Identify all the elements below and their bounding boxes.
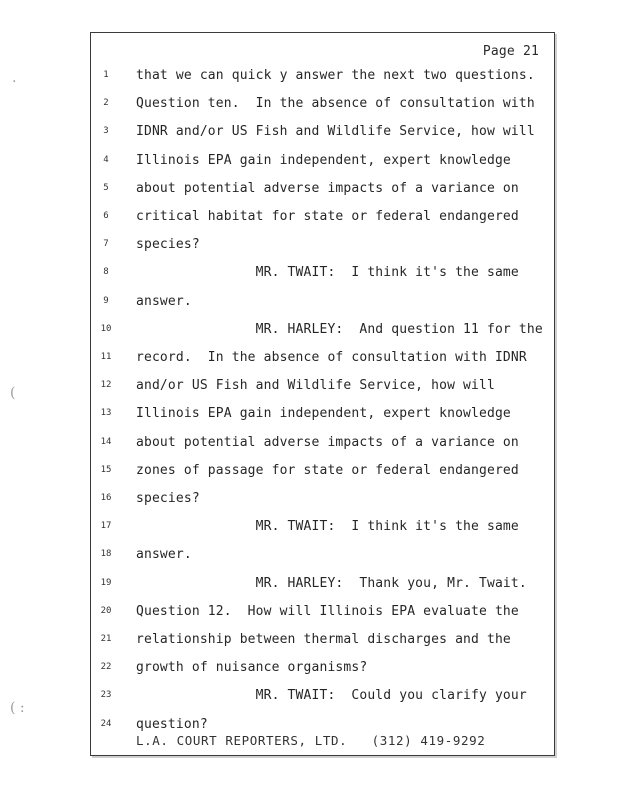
- transcript-line: Question ten. In the absence of consultation with: [136, 96, 535, 112]
- line-number: 1: [103, 70, 109, 80]
- line-number: 7: [103, 239, 109, 250]
- transcript-line: MR. HARLEY: And question 11 for the: [136, 321, 543, 337]
- line-number: 3: [103, 126, 109, 137]
- transcript-line: species?: [136, 491, 200, 506]
- transcript-line: MR. HARLEY: Thank you, Mr. Twait.: [136, 575, 527, 591]
- line-number: 5: [103, 182, 109, 193]
- line-number: 12: [100, 380, 112, 391]
- transcript-line: that we can quick y answer the next two questions.: [136, 68, 535, 83]
- line-number: 9: [103, 295, 109, 306]
- transcript-line: critical habitat for state or federal endangered: [136, 209, 519, 224]
- line-number: 8: [103, 267, 109, 278]
- line-number: 11: [100, 352, 112, 362]
- transcript-page-border: [90, 32, 555, 756]
- transcript-line: answer.: [136, 547, 192, 563]
- footer-reporter-info: L.A. COURT REPORTERS, LTD. (312) 419-9292: [136, 733, 486, 748]
- transcript-line: MR. TWAIT: Could you clarify your: [136, 688, 527, 704]
- scan-mark: (: [10, 385, 16, 401]
- line-number: 21: [100, 634, 112, 644]
- transcript-line: Illinois EPA gain independent, expert knowledge: [136, 406, 511, 422]
- line-number: 22: [100, 662, 112, 673]
- transcript-line: MR. TWAIT: I think it's the same: [136, 265, 519, 281]
- transcript-line: Illinois EPA gain independent, expert knowledge: [136, 152, 511, 168]
- transcript-line: relationship between thermal discharges and the: [136, 632, 511, 647]
- line-number: 17: [100, 521, 112, 532]
- line-number: 18: [100, 549, 112, 560]
- page-number: Page 21: [482, 44, 539, 59]
- transcript-line: and/or US Fish and Wildlife Service, how will: [136, 378, 495, 394]
- scan-mark: .: [12, 70, 17, 86]
- line-number: 20: [100, 605, 112, 616]
- line-number: 15: [100, 464, 112, 475]
- scan-mark: ( :: [10, 700, 25, 716]
- line-number: 10: [100, 323, 112, 334]
- line-number: 2: [103, 98, 109, 109]
- line-number: 24: [100, 718, 112, 729]
- transcript-line: IDNR and/or US Fish and Wildlife Service, how will: [136, 124, 535, 140]
- transcript-line: growth of nuisance organisms?: [136, 660, 368, 676]
- transcript-line: zones of passage for state or federal endangered: [136, 462, 519, 478]
- line-number: 23: [100, 690, 112, 701]
- line-number: 13: [100, 408, 112, 419]
- transcript-line: about potential adverse impacts of a variance on: [136, 180, 519, 196]
- transcript-line: Question 12. How will Illinois EPA evaluate the: [136, 603, 519, 619]
- transcript-line: answer.: [136, 293, 192, 309]
- line-number: 14: [100, 436, 112, 447]
- line-number: 19: [100, 577, 112, 588]
- line-number: 6: [103, 211, 109, 221]
- transcript-line: species?: [136, 237, 200, 253]
- transcript-line: question?: [136, 716, 208, 732]
- line-number: 16: [100, 493, 112, 503]
- transcript-line: MR. TWAIT: I think it's the same: [136, 519, 519, 535]
- transcript-line: about potential adverse impacts of a variance on: [136, 434, 519, 450]
- transcript-line: record. In the absence of consultation with IDNR: [136, 350, 527, 365]
- line-number: 4: [103, 154, 109, 165]
